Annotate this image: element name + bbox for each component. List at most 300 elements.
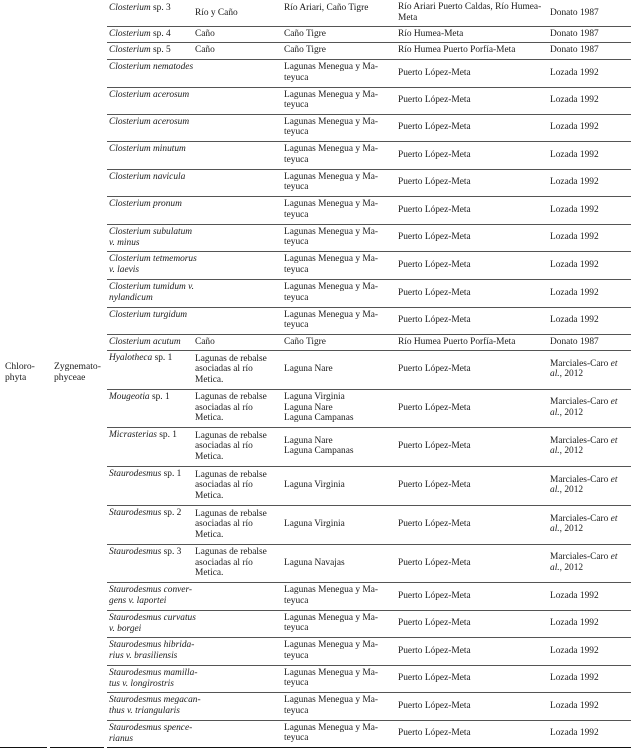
species-cell — [109, 227, 192, 248]
row-divider — [107, 427, 631, 428]
class-line: phyceae — [54, 372, 86, 383]
row-divider — [107, 279, 631, 280]
species-line: nylandicum — [109, 292, 153, 303]
row-divider — [107, 87, 631, 88]
locality-cell — [398, 260, 471, 271]
row-divider — [50, 747, 104, 748]
row-divider — [107, 196, 631, 197]
ref-line: Marciales-Caro et — [550, 552, 618, 563]
ref-line: al., 2012 — [550, 485, 584, 496]
species-line: Closterium sp. 3 — [109, 3, 171, 13]
locality-line: Río Humea Puerto Porfía-Meta — [398, 336, 516, 347]
site-cell — [284, 519, 345, 530]
locality-cell — [398, 232, 471, 243]
ref-line: Donato 1987 — [550, 336, 599, 347]
species-line: v. laevis — [109, 264, 140, 275]
site-line: teyuca — [284, 678, 309, 689]
locality-cell — [398, 403, 471, 414]
ref-cell — [550, 29, 599, 40]
site-line: Laguna Campanas — [284, 446, 354, 457]
species-cell — [109, 353, 172, 364]
row-divider — [107, 169, 631, 170]
species-line: Closterium subulatum — [109, 227, 193, 237]
locality-line: Puerto López-Meta — [398, 402, 471, 413]
locality-line: Puerto López-Meta — [398, 480, 471, 491]
site-line: Lagunas Menegua y Ma- — [284, 254, 378, 265]
species-cell — [109, 508, 181, 519]
site-line: Lagunas Menegua y Ma- — [284, 89, 378, 100]
water-line: Caño — [195, 28, 215, 39]
species-line: Staurodesmus sp. 3 — [109, 547, 182, 557]
site-cell — [284, 199, 378, 220]
locality-cell — [398, 337, 515, 348]
site-cell — [284, 172, 378, 193]
ref-cell — [550, 68, 599, 79]
locality-line: Meta — [398, 12, 418, 23]
site-line: teyuca — [284, 650, 309, 661]
species-line: thus v. triangularis — [109, 705, 180, 716]
locality-cell — [398, 701, 471, 712]
row-divider — [107, 334, 631, 335]
site-cell — [284, 364, 333, 375]
phylum-line: Chloro- — [5, 361, 35, 372]
ref-line: Lozada 1992 — [550, 149, 599, 160]
site-cell — [284, 392, 354, 424]
site-line: teyuca — [284, 127, 309, 138]
row-divider — [107, 747, 631, 748]
water-cell — [195, 45, 215, 56]
site-cell — [284, 310, 378, 331]
water-line: Caño — [195, 45, 215, 56]
species-cell — [109, 3, 171, 14]
species-line: Staurodesmus conver- — [109, 585, 193, 595]
ref-line: al., 2012 — [550, 369, 584, 380]
locality-line: Puerto López-Meta — [398, 287, 471, 298]
species-cell — [109, 640, 194, 661]
water-cell — [195, 337, 215, 348]
row-divider — [107, 251, 631, 252]
locality-cell — [398, 122, 471, 133]
ref-line: Lozada 1992 — [550, 204, 599, 215]
species-line: Staurodesmus megacan- — [109, 695, 201, 705]
water-line: Lagunas de rebalse — [195, 547, 267, 558]
ref-cell — [550, 514, 617, 535]
site-cell — [284, 558, 345, 569]
locality-cell — [398, 177, 471, 188]
ref-line: Lozada 1992 — [550, 728, 599, 739]
species-line: v. borgei — [109, 623, 142, 634]
water-cell — [195, 547, 267, 579]
ref-line: Lozada 1992 — [550, 700, 599, 711]
site-line: teyuca — [284, 733, 309, 744]
site-line: Lagunas Menegua y Ma- — [284, 612, 378, 623]
ref-line: Marciales-Caro et — [550, 397, 618, 408]
site-line: Laguna Virginia — [284, 480, 345, 491]
row-divider — [107, 505, 631, 506]
site-line: Laguna Campanas — [284, 413, 354, 424]
row-divider — [107, 665, 631, 666]
water-line: Lagunas de rebalse — [195, 469, 267, 480]
site-line: Lagunas Menegua y Ma- — [284, 171, 378, 182]
species-cell — [109, 723, 192, 744]
species-cell — [109, 117, 189, 128]
water-cell — [195, 470, 267, 502]
water-cell — [195, 354, 267, 386]
site-cell — [284, 668, 378, 689]
locality-cell — [398, 441, 471, 452]
locality-cell — [398, 728, 471, 739]
species-line: v. minus — [109, 237, 140, 248]
ref-cell — [550, 552, 617, 573]
water-line: asociadas al río — [195, 402, 253, 413]
locality-line: Puerto López-Meta — [398, 95, 471, 106]
ref-line: Lozada 1992 — [550, 315, 599, 326]
species-line: Closterium acerosum — [109, 90, 190, 100]
species-line: Hyalotheca sp. 1 — [109, 353, 173, 363]
locality-line: Puerto López-Meta — [398, 700, 471, 711]
species-line: gens v. laportei — [109, 595, 167, 606]
ref-line: Lozada 1992 — [550, 232, 599, 243]
water-line: asociadas al río — [195, 364, 253, 375]
site-cell — [284, 695, 378, 716]
water-cell — [195, 431, 267, 463]
ref-cell — [550, 95, 599, 106]
locality-cell — [398, 646, 471, 657]
species-cell — [109, 469, 181, 480]
species-line: rianus — [109, 733, 133, 744]
site-line: Lagunas Menegua y Ma- — [284, 722, 378, 733]
locality-cell — [398, 68, 471, 79]
site-line: Lagunas Menegua y Ma- — [284, 585, 378, 596]
ref-cell — [550, 150, 599, 161]
species-cell — [109, 199, 182, 210]
species-cell — [109, 430, 177, 441]
locality-cell — [398, 45, 515, 56]
site-cell — [284, 3, 368, 14]
locality-line: Puerto López-Meta — [398, 728, 471, 739]
species-line: Closterium acerosum — [109, 117, 190, 127]
site-line: teyuca — [284, 209, 309, 220]
water-line: Lagunas de rebalse — [195, 508, 267, 519]
ref-line: Lozada 1992 — [550, 287, 599, 298]
site-cell — [284, 480, 345, 491]
ref-cell — [550, 475, 617, 496]
site-cell — [284, 90, 378, 111]
row-divider — [107, 692, 631, 693]
site-line: Lagunas Menegua y Ma- — [284, 640, 378, 651]
species-line: rius v. brasiliensis — [109, 650, 178, 661]
site-line: teyuca — [284, 595, 309, 606]
site-line: teyuca — [284, 292, 309, 303]
ref-line: Donato 1987 — [550, 28, 599, 39]
locality-cell — [398, 95, 471, 106]
row-divider — [107, 610, 631, 611]
site-line: Río Ariari, Caño Tigre — [284, 3, 369, 13]
locality-line: Puerto López-Meta — [398, 232, 471, 243]
site-cell — [284, 613, 378, 634]
ref-line: Donato 1987 — [550, 7, 599, 18]
site-line: teyuca — [284, 100, 309, 111]
ref-line: Marciales-Caro et — [550, 513, 618, 524]
ref-line: Lozada 1992 — [550, 645, 599, 656]
site-line: teyuca — [284, 72, 309, 83]
site-line: Lagunas Menegua y Ma- — [284, 62, 378, 73]
species-cell — [109, 90, 189, 101]
ref-line: al., 2012 — [550, 524, 584, 535]
locality-line: Río Humea-Meta — [398, 28, 464, 39]
ref-cell — [550, 177, 599, 188]
site-line: teyuca — [284, 705, 309, 716]
species-line: Closterium minutum — [109, 144, 186, 154]
row-divider — [107, 582, 631, 583]
species-cell — [109, 585, 192, 606]
locality-line: Puerto López-Meta — [398, 259, 471, 270]
ref-line: Lozada 1992 — [550, 259, 599, 270]
ref-line: Lozada 1992 — [550, 673, 599, 684]
site-line: Laguna Nare — [284, 435, 333, 446]
water-line: Metica. — [195, 451, 224, 462]
locality-line: Puerto López-Meta — [398, 557, 471, 568]
site-cell — [284, 585, 378, 606]
locality-cell — [398, 673, 471, 684]
locality-line: Puerto López-Meta — [398, 645, 471, 656]
species-cell — [109, 695, 201, 716]
site-line: teyuca — [284, 154, 309, 165]
water-line: Metica. — [195, 374, 224, 385]
species-cell — [109, 62, 193, 73]
site-cell — [284, 227, 378, 248]
ref-cell — [550, 646, 599, 657]
ref-line: al., 2012 — [550, 446, 584, 457]
site-line: Lagunas Menegua y Ma- — [284, 199, 378, 210]
species-line: Closterium turgidum — [109, 310, 188, 320]
ref-line: al., 2012 — [550, 562, 584, 573]
site-line: teyuca — [284, 237, 309, 248]
water-line: Lagunas de rebalse — [195, 392, 267, 403]
ref-line: Lozada 1992 — [550, 122, 599, 133]
site-line: Laguna Navajas — [284, 557, 345, 568]
site-cell — [284, 640, 378, 661]
row-divider — [107, 224, 631, 225]
phylum-cell — [5, 361, 35, 383]
species-line: Closterium tumidum v. — [109, 282, 194, 292]
ref-cell — [550, 288, 599, 299]
species-line: Micrasterias sp. 1 — [109, 430, 177, 440]
site-line: Lagunas Menegua y Ma- — [284, 226, 378, 237]
site-line: Lagunas Menegua y Ma- — [284, 116, 378, 127]
site-line: teyuca — [284, 320, 309, 331]
water-line: Metica. — [195, 490, 224, 501]
species-line: Staurodesmus spence- — [109, 723, 193, 733]
site-line: Lagunas Menegua y Ma- — [284, 695, 378, 706]
locality-line: Puerto López-Meta — [398, 441, 471, 452]
ref-line: Lozada 1992 — [550, 67, 599, 78]
locality-line: Puerto López-Meta — [398, 149, 471, 160]
locality-line: Puerto López-Meta — [398, 177, 471, 188]
locality-cell — [398, 618, 471, 629]
species-line: Staurodesmus curvatus — [109, 613, 196, 623]
species-line: Closterium sp. 4 — [109, 29, 171, 39]
locality-cell — [398, 558, 471, 569]
ref-line: Donato 1987 — [550, 45, 599, 56]
water-line: Metica. — [195, 568, 224, 579]
ref-line: Lozada 1992 — [550, 618, 599, 629]
site-line: Lagunas Menegua y Ma- — [284, 309, 378, 320]
water-cell — [195, 8, 238, 19]
row-divider — [0, 747, 47, 748]
water-line: Río y Caño — [195, 7, 238, 18]
species-cell — [109, 282, 194, 303]
site-cell — [284, 254, 378, 275]
species-cell — [109, 613, 196, 634]
site-line: teyuca — [284, 623, 309, 634]
species-cell — [109, 337, 181, 348]
ref-line: Marciales-Caro et — [550, 474, 618, 485]
site-line: teyuca — [284, 264, 309, 275]
species-line: Closterium tetmemorus — [109, 254, 197, 264]
ref-cell — [550, 359, 617, 380]
water-line: asociadas al río — [195, 441, 253, 452]
species-line: Staurodesmus sp. 1 — [109, 469, 182, 479]
row-divider — [107, 389, 631, 390]
site-cell — [284, 337, 326, 348]
species-cell — [109, 310, 187, 321]
row-divider — [107, 42, 631, 43]
locality-cell — [398, 480, 471, 491]
site-line: Laguna Nare — [284, 364, 333, 375]
water-line: asociadas al río — [195, 557, 253, 568]
locality-line: Puerto López-Meta — [398, 67, 471, 78]
row-divider — [107, 114, 631, 115]
site-line: Laguna Virginia — [284, 519, 345, 530]
species-line: Mougeotia sp. 1 — [109, 392, 170, 402]
ref-cell — [550, 232, 599, 243]
ref-line: Marciales-Caro et — [550, 358, 618, 369]
species-line: Closterium navicula — [109, 172, 186, 182]
row-divider — [107, 350, 631, 351]
ref-cell — [550, 315, 599, 326]
row-divider — [107, 466, 631, 467]
row-divider — [107, 59, 631, 60]
species-cell — [109, 45, 171, 56]
ref-cell — [550, 673, 599, 684]
water-line: asociadas al río — [195, 519, 253, 530]
ref-cell — [550, 205, 599, 216]
water-line: asociadas al río — [195, 480, 253, 491]
ref-cell — [550, 122, 599, 133]
ref-line: Lozada 1992 — [550, 590, 599, 601]
row-divider — [107, 637, 631, 638]
locality-line: Puerto López-Meta — [398, 122, 471, 133]
site-line: Lagunas Menegua y Ma- — [284, 667, 378, 678]
locality-line: Puerto López-Meta — [398, 315, 471, 326]
species-cell — [109, 668, 197, 689]
species-line: tus v. longirostris — [109, 678, 174, 689]
site-line: teyuca — [284, 182, 309, 193]
water-line: Caño — [195, 336, 215, 347]
site-cell — [284, 436, 354, 457]
site-line: Laguna Nare — [284, 402, 333, 413]
species-cell — [109, 392, 170, 403]
species-cell — [109, 172, 185, 183]
water-cell — [195, 392, 267, 424]
ref-cell — [550, 436, 617, 457]
locality-line: Puerto López-Meta — [398, 618, 471, 629]
site-line: Laguna Virginia — [284, 392, 345, 403]
locality-cell — [398, 288, 471, 299]
row-divider — [107, 141, 631, 142]
locality-line: Río Ariari Puerto Caldas, Río Humea- — [398, 2, 542, 12]
site-line: Caño Tigre — [284, 45, 326, 55]
water-cell — [195, 29, 215, 40]
ref-cell — [550, 45, 599, 56]
locality-line: Puerto López-Meta — [398, 204, 471, 215]
site-cell — [284, 62, 378, 83]
ref-line: Lozada 1992 — [550, 95, 599, 106]
ref-cell — [550, 591, 599, 602]
ref-cell — [550, 337, 599, 348]
ref-cell — [550, 8, 599, 19]
species-line: Closterium sp. 5 — [109, 45, 171, 55]
locality-cell — [398, 364, 471, 375]
ref-line: Lozada 1992 — [550, 177, 599, 188]
locality-line: Río Humea Puerto Porfía-Meta — [398, 45, 516, 56]
species-line: Staurodesmus mamilla- — [109, 668, 198, 678]
species-cell — [109, 144, 186, 155]
species-cell — [109, 29, 171, 40]
locality-cell — [398, 591, 471, 602]
species-line: Staurodesmus sp. 2 — [109, 508, 182, 518]
class-cell — [54, 361, 101, 383]
ref-cell — [550, 260, 599, 271]
site-cell — [284, 723, 378, 744]
ref-cell — [550, 618, 599, 629]
ref-cell — [550, 701, 599, 712]
ref-line: al., 2012 — [550, 407, 584, 418]
site-cell — [284, 282, 378, 303]
species-cell — [109, 547, 181, 558]
site-line: Caño Tigre — [284, 337, 326, 347]
site-cell — [284, 144, 378, 165]
water-line: Lagunas de rebalse — [195, 353, 267, 364]
site-line: Lagunas Menegua y Ma- — [284, 144, 378, 155]
site-cell — [284, 45, 326, 56]
class-line: Zygnemato- — [54, 361, 101, 372]
water-line: Lagunas de rebalse — [195, 430, 267, 441]
species-line: Closterium pronum — [109, 199, 182, 209]
row-divider — [107, 544, 631, 545]
locality-cell — [398, 29, 463, 40]
locality-cell — [398, 315, 471, 326]
row-divider — [107, 26, 631, 27]
locality-cell — [398, 205, 471, 216]
row-divider — [107, 307, 631, 308]
locality-cell — [398, 519, 471, 530]
locality-line: Puerto López-Meta — [398, 519, 471, 530]
ref-cell — [550, 397, 617, 418]
water-cell — [195, 509, 267, 541]
site-cell — [284, 29, 326, 40]
locality-cell — [398, 150, 471, 161]
ref-line: Marciales-Caro et — [550, 435, 618, 446]
site-line: Caño Tigre — [284, 29, 326, 39]
locality-line: Puerto López-Meta — [398, 364, 471, 375]
ref-cell — [550, 728, 599, 739]
locality-line: Puerto López-Meta — [398, 590, 471, 601]
water-line: Metica. — [195, 529, 224, 540]
species-cell — [109, 254, 197, 275]
locality-cell — [398, 2, 541, 23]
